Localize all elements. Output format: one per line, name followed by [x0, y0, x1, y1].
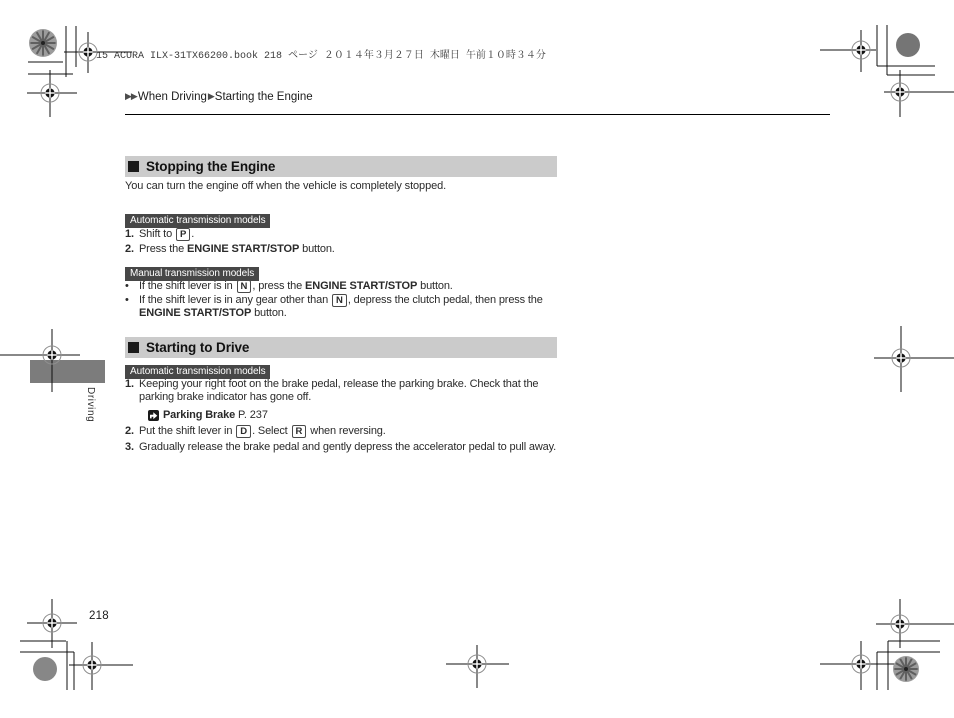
reference-arrow-icon — [148, 410, 159, 421]
step-text: Press the ENGINE START/STOP button. — [139, 243, 335, 255]
shift-position-key: N — [237, 280, 252, 293]
section-marker-square — [128, 342, 139, 353]
reference-label: Parking Brake — [163, 409, 236, 421]
shift-position-key: P — [176, 228, 190, 241]
shift-position-key: N — [332, 294, 347, 307]
bullet-item — [125, 294, 557, 321]
step-number: 3. — [125, 441, 134, 453]
step-text: Shift to P . — [139, 228, 195, 240]
step-text: If the shift lever is in any gear other than N , depress the clutch pedal, then press the ENGINE START/STOP button. — [139, 294, 543, 320]
step-text: Put the shift lever in D . Select R when reversing. — [139, 425, 386, 437]
print-header-line: 15 ACURA ILX-31TX66200.book 218 ページ ２０１４年３月２７日 木曜日 午前１０時３４分 — [96, 51, 546, 62]
step-text: Keeping your right foot on the brake pedal, release the parking brake. Check that the parking brake indicator has gone off. — [139, 378, 539, 404]
numbered-step — [125, 425, 557, 438]
model-label-row — [125, 361, 557, 377]
shift-position-key: R — [292, 425, 307, 438]
step-number: 2. — [125, 425, 134, 437]
numbered-step — [125, 441, 557, 454]
bold-text: ENGINE START/STOP — [139, 307, 252, 320]
section-header — [125, 337, 557, 358]
bold-text: ENGINE START/STOP — [305, 280, 418, 292]
model-label-row — [125, 210, 557, 226]
page-number: 218 — [89, 610, 109, 622]
section-title: Stopping the Engine — [146, 159, 276, 174]
step-number: 1. — [125, 378, 134, 390]
section-intro: You can turn the engine off when the vehicle is completely stopped. — [125, 180, 447, 192]
shift-position-key: D — [236, 425, 251, 438]
bullet-item — [125, 280, 557, 293]
cross-reference-link[interactable] — [125, 409, 580, 422]
numbered-step — [125, 243, 557, 256]
numbered-step — [125, 228, 557, 241]
model-label: Automatic transmission models — [125, 365, 270, 379]
breadcrumb-arrow-icon: ▶▶ — [125, 91, 137, 101]
step-number: 1. — [125, 228, 134, 240]
model-label: Manual transmission models — [125, 267, 259, 281]
breadcrumb-item: When Driving — [137, 91, 207, 103]
step-text: Gradually release the brake pedal and gently depress the accelerator pedal to pull away. — [139, 441, 557, 453]
numbered-step — [125, 378, 557, 405]
bold-text: ENGINE START/STOP — [187, 243, 300, 255]
chapter-tab-label: Driving — [85, 387, 96, 423]
model-label: Automatic transmission models — [125, 214, 270, 228]
step-text: If the shift lever is in N , press the ENGINE START/STOP button. — [139, 280, 453, 292]
chapter-tab — [30, 360, 105, 383]
model-label-row — [125, 263, 557, 279]
breadcrumb-item: Starting the Engine — [214, 91, 313, 103]
bullet-marker: • — [125, 294, 129, 306]
section-marker-square — [128, 161, 139, 172]
step-number: 2. — [125, 243, 134, 255]
breadcrumb-arrow-icon: ▶ — [207, 91, 214, 101]
bullet-marker: • — [125, 280, 129, 292]
reference-page: P. 237 — [238, 409, 268, 421]
section-title: Starting to Drive — [146, 340, 250, 355]
section-header — [125, 156, 557, 177]
